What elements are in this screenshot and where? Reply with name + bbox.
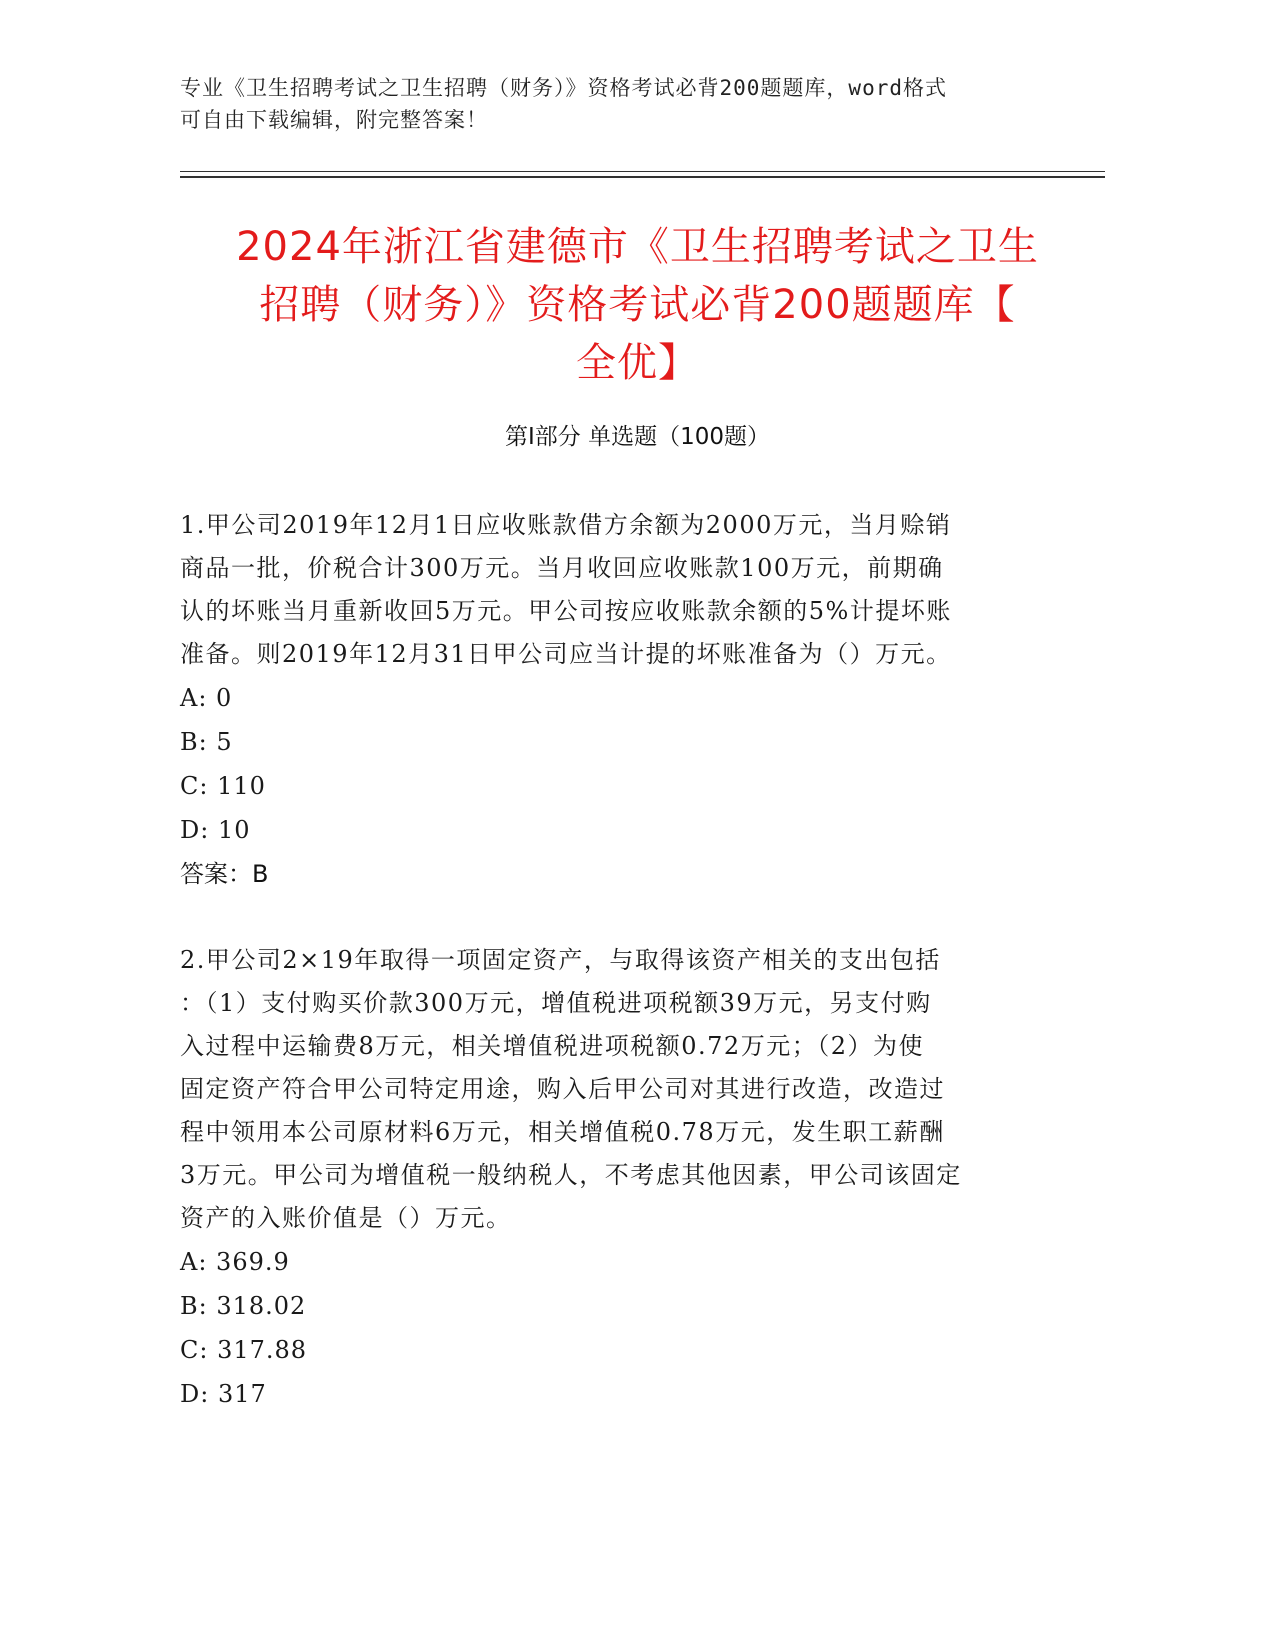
question-stem-line: 入过程中运输费8万元，相关增值税进项税额0.72万元；（2）为使 bbox=[180, 1032, 924, 1060]
header-note-line-2: 可自由下载编辑，附完整答案！ bbox=[180, 108, 488, 132]
document-title-line-1: 2024年浙江省建德市《卫生招聘考试之卫生 bbox=[236, 224, 1039, 270]
question-stem-line: 固定资产符合甲公司特定用途，购入后甲公司对其进行改造，改造过 bbox=[180, 1075, 945, 1103]
option-b: B: 318.02 bbox=[180, 1292, 307, 1320]
question-1 bbox=[180, 504, 1040, 896]
question-stem-line: 商品一批，价税合计300万元。当月收回应收账款100万元，前期确 bbox=[180, 554, 944, 582]
section-heading: 第Ⅰ部分 单选题（100题） bbox=[505, 424, 770, 450]
option-a: A: 369.9 bbox=[180, 1248, 290, 1276]
header-divider-thick bbox=[180, 176, 1105, 178]
question-stem bbox=[180, 504, 1040, 676]
option-a: A: 0 bbox=[180, 684, 233, 712]
option-b: B: 5 bbox=[180, 728, 233, 756]
question-stem-line: 1.甲公司2019年12月1日应收账款借方余额为2000万元，当月赊销 bbox=[180, 511, 952, 539]
option-d: D: 317 bbox=[180, 1380, 267, 1408]
header-note bbox=[180, 72, 1060, 136]
header-divider-thin bbox=[180, 171, 1105, 172]
question-stem bbox=[180, 939, 1040, 1240]
option-c: C: 110 bbox=[180, 772, 266, 800]
question-stem-line: 认的坏账当月重新收回5万元。甲公司按应收账款余额的5%计提坏账 bbox=[180, 597, 952, 625]
answer-label: 答案：B bbox=[180, 860, 269, 888]
document-title bbox=[150, 218, 1125, 392]
question-stem-line: 3万元。甲公司为增值税一般纳税人，不考虑其他因素，甲公司该固定 bbox=[180, 1161, 962, 1189]
question-stem-line: ：（1）支付购买价款300万元，增值税进项税额39万元，另支付购 bbox=[180, 989, 932, 1017]
question-stem-line: 2.甲公司2×19年取得一项固定资产，与取得该资产相关的支出包括 bbox=[180, 946, 941, 974]
question-stem-line: 程中领用本公司原材料6万元，相关增值税0.78万元，发生职工薪酬 bbox=[180, 1118, 945, 1146]
question-stem-line: 准备。则2019年12月31日甲公司应当计提的坏账准备为（）万元。 bbox=[180, 640, 952, 668]
question-stem-line: 资产的入账价值是（）万元。 bbox=[180, 1204, 512, 1232]
option-c: C: 317.88 bbox=[180, 1336, 308, 1364]
document-title-line-2: 招聘（财务）》资格考试必背200题题库【 bbox=[259, 282, 1016, 328]
option-d: D: 10 bbox=[180, 816, 251, 844]
document-title-line-3: 全优】 bbox=[576, 340, 699, 386]
question-2 bbox=[180, 939, 1040, 1416]
header-note-line-1: 专业《卫生招聘考试之卫生招聘（财务）》资格考试必背200题题库，word格式 bbox=[180, 76, 947, 100]
